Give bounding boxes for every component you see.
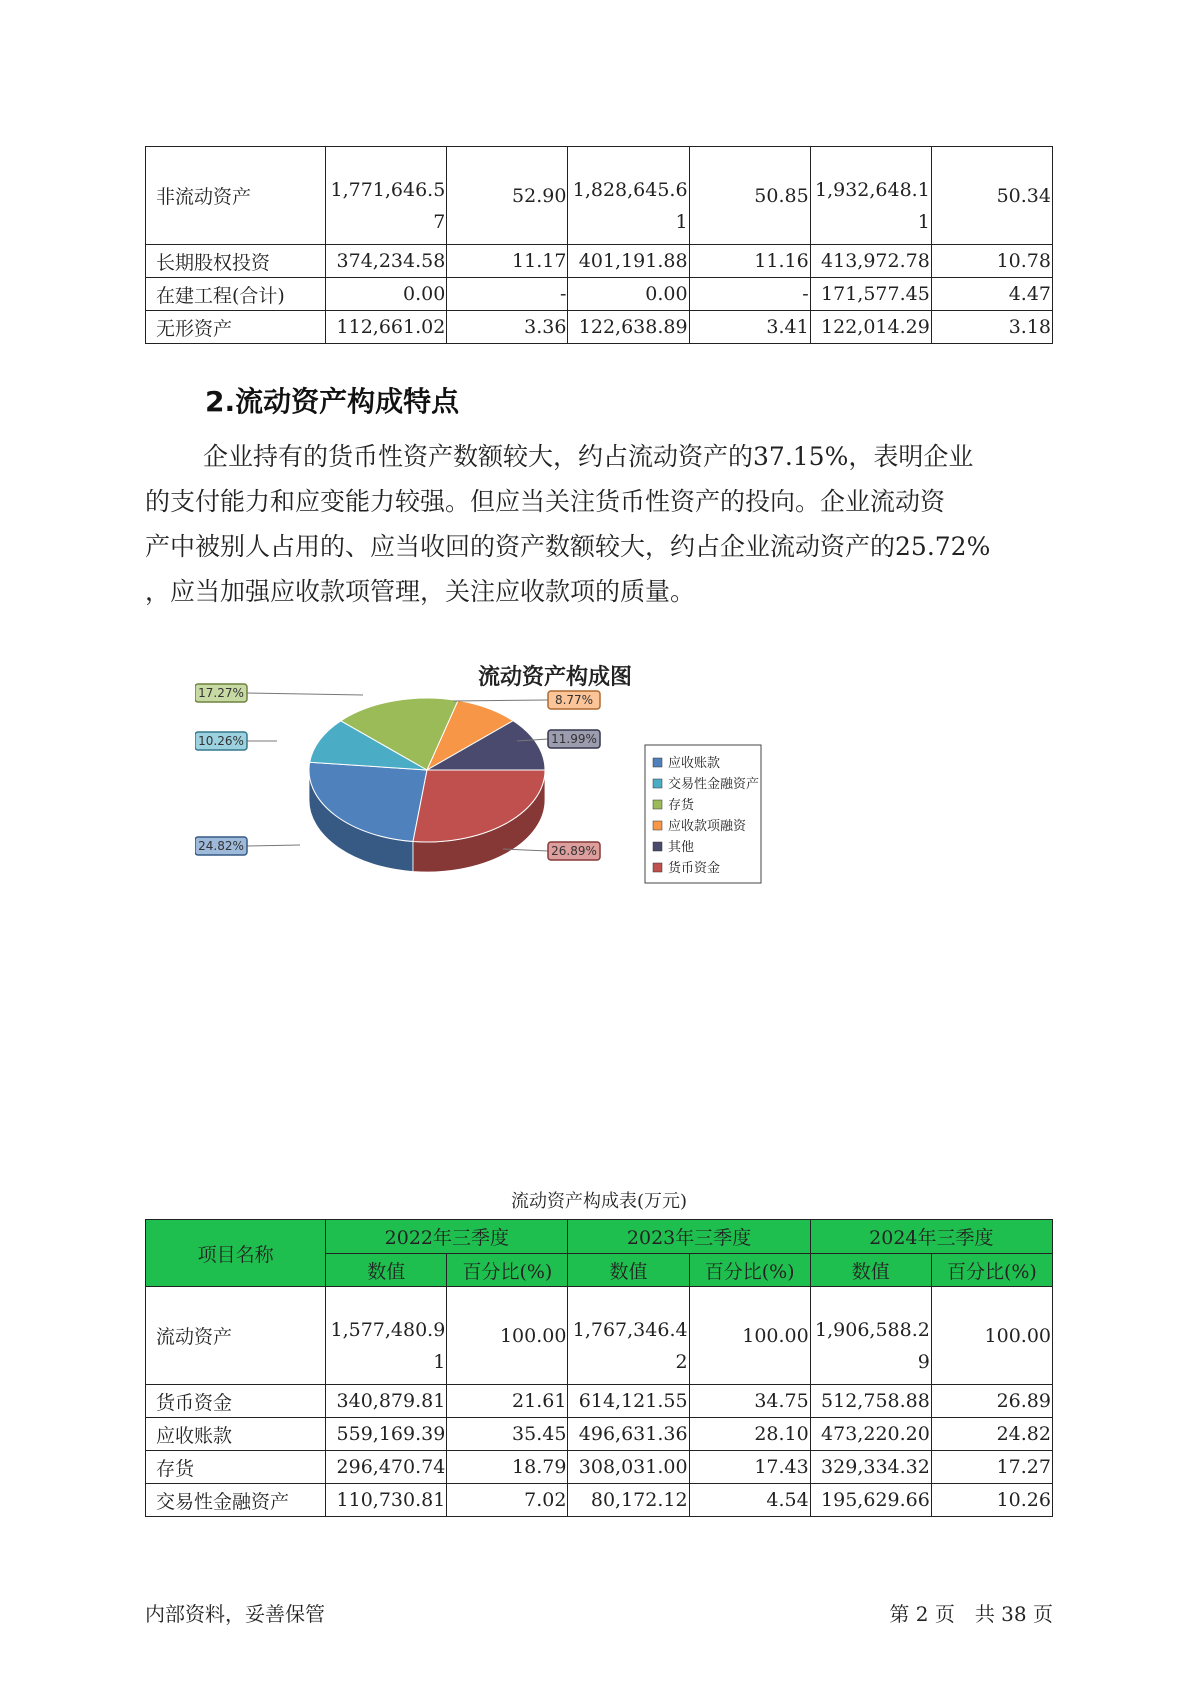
cell-percent: 26.89 <box>931 1385 1052 1418</box>
cell-percent: 18.79 <box>447 1451 568 1484</box>
footer-confidential-note: 内部资料，妥善保管 <box>145 1602 325 1626</box>
cell-percent: 3.18 <box>931 311 1052 344</box>
cell-percent: 100.00 <box>689 1287 810 1385</box>
row-label: 流动资产 <box>146 1287 326 1385</box>
paragraph-line: 的支付能力和应变能力较强。但应当关注货币性资产的投向。企业流动资 <box>145 487 946 516</box>
row-label: 长期股权投资 <box>146 245 326 278</box>
cell-value: 122,014.29 <box>810 311 931 344</box>
cell-percent: 50.34 <box>931 147 1052 245</box>
svg-text:8.77%: 8.77% <box>554 693 594 707</box>
cell-value: 614,121.55 <box>568 1385 689 1418</box>
section-paragraph <box>145 434 1053 614</box>
chart-legend <box>645 745 761 883</box>
table-caption: 流动资产构成表(万元) <box>510 1191 688 1212</box>
svg-text:应收账款: 应收账款 <box>668 756 721 771</box>
cell-value: 296,470.74 <box>326 1451 447 1484</box>
cell-percent: - <box>447 278 568 311</box>
table-row <box>146 278 1053 311</box>
cell-value: 122,638.89 <box>568 311 689 344</box>
non-current-assets-table <box>145 146 1053 344</box>
cell-percent: 10.78 <box>931 245 1052 278</box>
row-label: 货币资金 <box>146 1385 326 1418</box>
cell-percent: 3.36 <box>447 311 568 344</box>
cell-percent: - <box>689 278 810 311</box>
cell-percent: 17.27 <box>931 1451 1052 1484</box>
svg-text:其他: 其他 <box>668 840 695 855</box>
cell-percent: 52.90 <box>447 147 568 245</box>
svg-text:24.82%: 24.82% <box>198 839 244 853</box>
row-label: 无形资产 <box>146 311 326 344</box>
cell-percent: 7.02 <box>447 1484 568 1517</box>
section-heading: 2.流动资产构成特点 <box>205 385 460 418</box>
table-row <box>146 245 1053 278</box>
cell-percent: 100.00 <box>447 1287 568 1385</box>
svg-text:存货: 存货 <box>668 798 695 813</box>
legend-item <box>653 776 759 792</box>
data-label <box>195 732 277 750</box>
paragraph-line: ，应当加强应收款项管理，关注应收款项的质量。 <box>145 577 696 606</box>
header-period: 2022年三季度 <box>326 1220 568 1254</box>
table-row <box>146 1418 1053 1451</box>
cell-value: 1,767,346.42 <box>568 1287 689 1385</box>
cell-percent: 34.75 <box>689 1385 810 1418</box>
table-row <box>146 1484 1053 1517</box>
cell-value: 559,169.39 <box>326 1418 447 1451</box>
cell-percent: 28.10 <box>689 1418 810 1451</box>
header-item-name: 项目名称 <box>146 1220 326 1287</box>
cell-value: 401,191.88 <box>568 245 689 278</box>
header-value: 数值 <box>568 1254 689 1287</box>
cell-percent: 50.85 <box>689 147 810 245</box>
header-percent: 百分比(%) <box>931 1254 1052 1287</box>
cell-value: 1,771,646.57 <box>326 147 447 245</box>
svg-text:交易性金融资产: 交易性金融资产 <box>668 777 760 792</box>
table-row <box>146 147 1053 245</box>
current-assets-table <box>145 1219 1053 1517</box>
cell-value: 1,906,588.29 <box>810 1287 931 1385</box>
header-value: 数值 <box>326 1254 447 1287</box>
cell-value: 496,631.36 <box>568 1418 689 1451</box>
cell-value: 374,234.58 <box>326 245 447 278</box>
row-label: 交易性金融资产 <box>146 1484 326 1517</box>
cell-value: 413,972.78 <box>810 245 931 278</box>
cell-percent: 10.26 <box>931 1484 1052 1517</box>
pie-top <box>309 698 545 842</box>
table-row <box>146 1451 1053 1484</box>
header-period: 2023年三季度 <box>568 1220 810 1254</box>
cell-value: 0.00 <box>568 278 689 311</box>
cell-value: 1,932,648.11 <box>810 147 931 245</box>
row-label: 应收账款 <box>146 1418 326 1451</box>
paragraph-line: 企业持有的货币性资产数额较大，约占流动资产的37.15%，表明企业 <box>203 442 974 471</box>
footer-page-number: 第 2 页 共 38 页 <box>889 1602 1053 1626</box>
table-row <box>146 311 1053 344</box>
header-value: 数值 <box>810 1254 931 1287</box>
svg-text:货币资金: 货币资金 <box>668 861 721 876</box>
header-percent: 百分比(%) <box>689 1254 810 1287</box>
cell-value: 473,220.20 <box>810 1418 931 1451</box>
cell-value: 329,334.32 <box>810 1451 931 1484</box>
cell-value: 0.00 <box>326 278 447 311</box>
cell-percent: 4.47 <box>931 278 1052 311</box>
svg-text:11.99%: 11.99% <box>551 732 597 746</box>
svg-text:17.27%: 17.27% <box>198 686 244 700</box>
data-label <box>195 684 363 702</box>
legend-item <box>653 818 747 834</box>
paragraph-line: 产中被别人占用的、应当收回的资产数额较大，约占企业流动资产的25.72% <box>145 532 991 561</box>
table-row <box>146 1385 1053 1418</box>
header-period: 2024年三季度 <box>810 1220 1052 1254</box>
row-label: 存货 <box>146 1451 326 1484</box>
svg-text:应收款项融资: 应收款项融资 <box>668 819 747 834</box>
cell-percent: 11.16 <box>689 245 810 278</box>
cell-percent: 24.82 <box>931 1418 1052 1451</box>
cell-value: 1,828,645.61 <box>568 147 689 245</box>
current-assets-pie-chart <box>195 655 855 965</box>
chart-title: 流动资产构成图 <box>477 665 633 690</box>
row-label: 在建工程(合计) <box>146 278 326 311</box>
cell-percent: 35.45 <box>447 1418 568 1451</box>
cell-percent: 17.43 <box>689 1451 810 1484</box>
cell-value: 308,031.00 <box>568 1451 689 1484</box>
cell-value: 80,172.12 <box>568 1484 689 1517</box>
cell-percent: 11.17 <box>447 245 568 278</box>
svg-text:26.89%: 26.89% <box>551 844 597 858</box>
cell-percent: 3.41 <box>689 311 810 344</box>
header-percent: 百分比(%) <box>447 1254 568 1287</box>
cell-percent: 4.54 <box>689 1484 810 1517</box>
row-label: 非流动资产 <box>146 147 326 245</box>
cell-value: 340,879.81 <box>326 1385 447 1418</box>
cell-value: 195,629.66 <box>810 1484 931 1517</box>
cell-value: 110,730.81 <box>326 1484 447 1517</box>
cell-value: 512,758.88 <box>810 1385 931 1418</box>
cell-value: 1,577,480.91 <box>326 1287 447 1385</box>
cell-percent: 21.61 <box>447 1385 568 1418</box>
cell-value: 112,661.02 <box>326 311 447 344</box>
table-row <box>146 1287 1053 1385</box>
data-label <box>195 837 300 855</box>
cell-value: 171,577.45 <box>810 278 931 311</box>
cell-percent: 100.00 <box>931 1287 1052 1385</box>
svg-text:10.26%: 10.26% <box>198 734 244 748</box>
